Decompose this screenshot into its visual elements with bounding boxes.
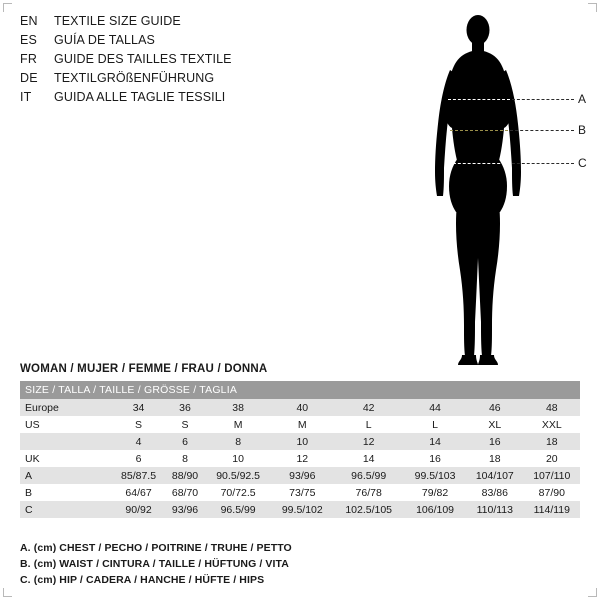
cell: L xyxy=(365,418,372,431)
language-code: IT xyxy=(20,90,32,104)
cell: 6 xyxy=(182,435,188,448)
cell: 14 xyxy=(362,452,375,465)
cell: 16 xyxy=(488,435,501,448)
cell: S xyxy=(135,418,143,431)
row-label xyxy=(20,433,112,450)
measure-label-b: B xyxy=(578,123,587,137)
cell: 38 xyxy=(232,401,244,414)
language-title: GUIDA ALLE TAGLIE TESSILI xyxy=(54,90,226,104)
cell: 90/92 xyxy=(125,503,152,516)
cell: 102.5/105 xyxy=(345,503,393,516)
cell: 8 xyxy=(182,452,188,465)
cell: 96.5/99 xyxy=(351,469,387,482)
measure-label-a: A xyxy=(578,92,587,106)
language-code: FR xyxy=(20,52,38,66)
language-row xyxy=(20,90,350,109)
female-silhouette-icon xyxy=(400,8,590,373)
measure-line-chest-inner xyxy=(448,99,510,100)
cell: 64/67 xyxy=(125,486,152,499)
corner-mark-bottom-left xyxy=(3,588,12,597)
language-title: GUIDE DES TAILLES TEXTILE xyxy=(54,52,232,66)
cell: 4 xyxy=(135,435,142,448)
cell: 46 xyxy=(488,401,501,414)
measurement-legend xyxy=(20,542,500,590)
table-row xyxy=(20,484,580,501)
row-label: Europe xyxy=(25,401,59,414)
measure-line-hip-outer xyxy=(512,163,574,164)
table-row xyxy=(20,416,580,433)
cell: XL xyxy=(488,418,502,431)
cell: XXL xyxy=(541,418,562,431)
cell: S xyxy=(181,418,189,431)
size-table-wrap xyxy=(20,381,580,518)
cell: 40 xyxy=(296,401,309,414)
cell: 96.5/99 xyxy=(220,503,256,516)
table-header-row xyxy=(20,381,580,399)
cell: 42 xyxy=(362,401,375,414)
cell: 93/96 xyxy=(171,503,199,516)
table-row xyxy=(20,467,580,484)
cell: 12 xyxy=(362,435,375,448)
cell: 10 xyxy=(232,452,244,465)
cell: 85/87.5 xyxy=(121,469,157,482)
table-row xyxy=(20,433,580,450)
cell: 34 xyxy=(132,401,145,414)
cell: 18 xyxy=(488,452,501,465)
cell: 79/82 xyxy=(421,486,449,499)
cell: 106/109 xyxy=(416,503,455,516)
section-title: WOMAN / MUJER / FEMME / FRAU / DONNA xyxy=(20,363,268,375)
corner-mark-bottom-right xyxy=(588,588,597,597)
table-row xyxy=(20,399,580,416)
cell: L xyxy=(432,418,438,431)
cell: 107/110 xyxy=(533,469,571,482)
cell: 8 xyxy=(235,435,242,448)
table-row xyxy=(20,501,580,518)
female-figure xyxy=(400,8,590,373)
cell: 12 xyxy=(296,452,309,465)
cell: 44 xyxy=(429,401,441,414)
cell: 90.5/92.5 xyxy=(216,469,261,482)
language-row xyxy=(20,52,350,71)
cell: 14 xyxy=(429,435,441,448)
language-row xyxy=(20,14,350,33)
cell: 76/78 xyxy=(355,486,382,499)
cell: 16 xyxy=(429,452,441,465)
cell: 110/113 xyxy=(476,503,513,516)
cell: 87/90 xyxy=(538,486,565,499)
measure-line-hip-inner xyxy=(448,163,510,164)
cell: 99.5/102 xyxy=(281,503,323,516)
cell: M xyxy=(297,418,307,431)
measure-line-waist-inner xyxy=(450,130,508,131)
legend-line-c: C. (cm) HIP / CADERA / HANCHE / HÜFTE / HIPS xyxy=(20,574,265,586)
cell: 73/75 xyxy=(289,486,316,499)
cell: 20 xyxy=(545,452,558,465)
cell: M xyxy=(233,418,243,431)
size-table xyxy=(20,381,580,518)
language-code: DE xyxy=(20,71,38,85)
measure-line-chest-outer xyxy=(512,99,574,100)
cell: 104/107 xyxy=(475,469,514,482)
cell: 18 xyxy=(545,435,558,448)
cell: 68/70 xyxy=(171,486,199,499)
cell: 88/90 xyxy=(171,469,199,482)
row-label: UK xyxy=(25,452,40,465)
language-code: EN xyxy=(20,14,38,28)
language-row xyxy=(20,71,350,90)
cell: 10 xyxy=(296,435,309,448)
cell: 70/72.5 xyxy=(220,486,256,499)
legend-line-a: A. (cm) CHEST / PECHO / POITRINE / TRUHE / PETTO xyxy=(20,542,292,554)
row-label: A xyxy=(25,469,33,482)
cell: 36 xyxy=(179,401,191,414)
row-label: US xyxy=(25,418,40,431)
language-code: ES xyxy=(20,33,38,47)
row-label: C xyxy=(25,503,33,516)
corner-mark-top-left xyxy=(3,3,12,12)
cell: 83/86 xyxy=(481,486,508,499)
language-title: GUÍA DE TALLAS xyxy=(54,33,155,47)
language-title: TEXTILE SIZE GUIDE xyxy=(54,14,181,28)
table-row xyxy=(20,450,580,467)
legend-line-b: B. (cm) WAIST / CINTURA / TAILLE / HÜFTUNG / VITA xyxy=(20,558,289,570)
language-title: TEXTILGRÖßENFÜHRUNG xyxy=(54,71,215,85)
cell: 93/96 xyxy=(289,469,316,482)
row-label: B xyxy=(25,486,33,499)
cell: 114/119 xyxy=(533,503,570,516)
cell: 99.5/103 xyxy=(414,469,456,482)
measure-line-waist-outer xyxy=(510,130,574,131)
cell: 6 xyxy=(135,452,142,465)
table-header-label: SIZE / TALLA / TAILLE / GRÖSSE / TAGLIA xyxy=(25,384,238,396)
cell: 48 xyxy=(545,401,558,414)
language-title-block xyxy=(20,14,350,109)
language-row xyxy=(20,33,350,52)
measure-label-c: C xyxy=(578,156,587,170)
